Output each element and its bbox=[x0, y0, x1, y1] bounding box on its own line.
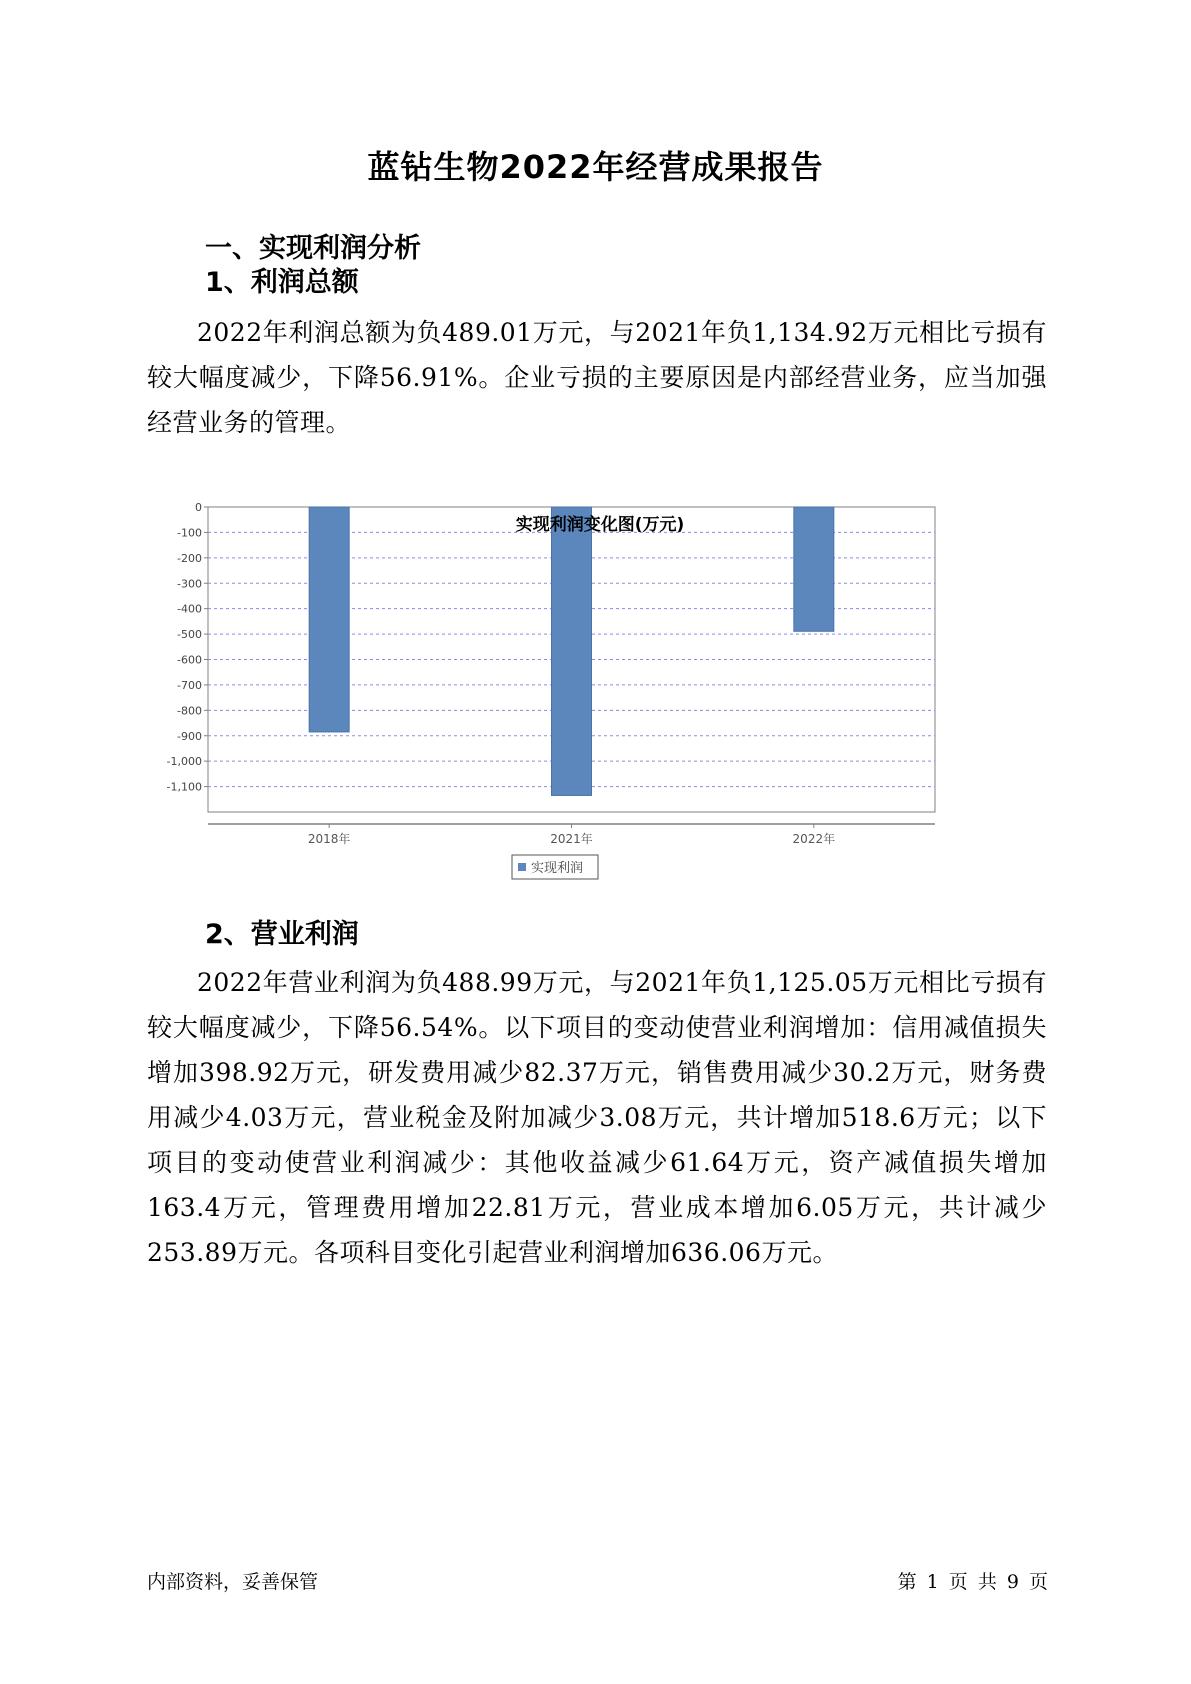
subheading-total-profit: 1、利润总额 bbox=[205, 267, 359, 298]
subheading-operating-profit: 2、营业利润 bbox=[205, 919, 359, 950]
chart-svg bbox=[150, 495, 1030, 965]
y-tick-label: -400 bbox=[177, 602, 202, 616]
footer-confidential-note: 内部资料，妥善保管 bbox=[147, 1571, 319, 1593]
y-tick-label: -500 bbox=[177, 628, 202, 642]
y-tick-label: -100 bbox=[177, 526, 202, 540]
profit-chart bbox=[150, 495, 1030, 965]
document-title: 蓝钻生物2022年经营成果报告 bbox=[367, 148, 824, 186]
x-tick-label: 2018年 bbox=[307, 832, 351, 846]
y-tick-label: -300 bbox=[177, 577, 202, 591]
legend-label: 实现利润 bbox=[531, 861, 584, 876]
legend-swatch bbox=[518, 863, 526, 871]
y-tick-label: -700 bbox=[177, 678, 202, 692]
bar-2018年 bbox=[309, 507, 349, 732]
y-tick-label: -200 bbox=[177, 551, 202, 565]
paragraph-total-profit: 2022年利润总额为负489.01万元，与2021年负1,134.92万元相比亏损有较大幅度减少，下降56.91%。企业亏损的主要原因是内部经营业务，应当加强经营业务的管理。 bbox=[147, 318, 1047, 437]
y-tick-label: -1,000 bbox=[166, 755, 202, 769]
paragraph-operating-profit: 2022年营业利润为负488.99万元，与2021年负1,125.05万元相比亏损有较大幅度减少，下降56.54%。以下项目的变动使营业利润增加：信用减值损失增加398.92万元，研发费用减少82.37万元，销售费用减少30.2万元，财务费用减少4.03万元，营业税金及附加减少3.08万元，共计增加518.6万元；以下项目的变动使营业利润减少：其他收益减少61.64万元，资产减值损失增加163.4万元，管理费用增加22.81万元，营业成本增加6.05万元，共计减少253.89万元。各项科目变化引起营业利润增加636.06万元。 bbox=[147, 968, 1047, 1267]
y-tick-label: 0 bbox=[195, 501, 202, 514]
y-tick-label: -1,100 bbox=[166, 780, 202, 794]
y-tick-label: -900 bbox=[177, 729, 202, 743]
y-tick-label: -800 bbox=[177, 704, 202, 718]
x-tick-label: 2022年 bbox=[792, 832, 836, 846]
x-tick-label: 2021年 bbox=[550, 832, 593, 846]
bar-2021年 bbox=[552, 507, 592, 795]
footer-page-number: 第 1 页 共 9 页 bbox=[897, 1571, 1048, 1593]
chart-title: 实现利润变化图(万元) bbox=[515, 515, 685, 535]
y-tick-label: -600 bbox=[177, 653, 202, 667]
section-heading-profit-analysis: 一、实现利润分析 bbox=[205, 233, 421, 264]
